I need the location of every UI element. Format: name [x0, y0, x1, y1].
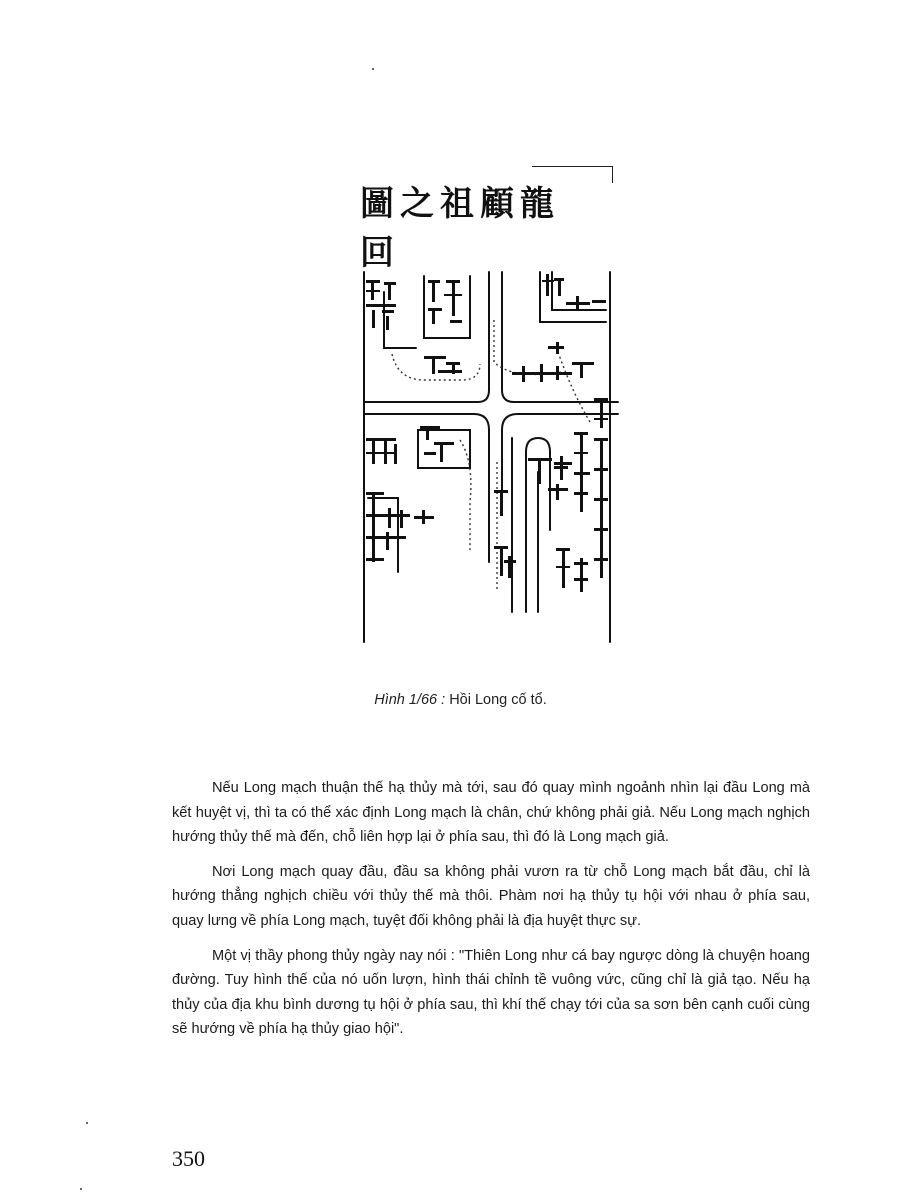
figure-title: 圖之祖顧龍回 [360, 184, 560, 273]
scan-speck [86, 1122, 88, 1124]
glyph-cluster [594, 398, 608, 578]
glyph-cluster [556, 548, 588, 592]
caption-text: Hồi Long cố tổ. [449, 692, 547, 708]
caption-label: Hình 1/66 : [374, 692, 446, 708]
box-line [418, 430, 470, 468]
scan-speck [80, 1188, 82, 1190]
glyph-cluster [512, 342, 594, 382]
figure-caption [0, 692, 921, 708]
glyph-cluster [420, 426, 454, 462]
glyph-cluster [554, 432, 590, 512]
paragraph: Một vị thầy phong thủy ngày nay nói : "Thiên Long như cá bay ngược dòng là chuyện hoang đường. Tuy hình thế của nó uốn lượn, hình thái chỉnh tề vuông vức, cũng chỉ là giả tạo. Nếu hạ thủy của địa khu bình dương tụ hội ở phía sau, thì khí thế chạy tới của sa sơn bên cạnh cuối cùng sẽ hướng về phía hạ thủy giao hội". [172, 947, 810, 1038]
box-line [540, 272, 606, 322]
glyph-cluster [528, 458, 568, 500]
paragraph: Nếu Long mạch thuận thế hạ thủy mà tới, sau đó quay mình ngoảnh nhìn lại đầu Long mà kết huyệt vị, thì ta có thể xác định Long mạch là chân, chứ không phải giả. Nếu Long mạch nghịch hướng thủy thế mà đến, chỗ liên hợp lại ở phía sau, thì đó là Long mạch giả. [172, 780, 810, 846]
figure-diagram [362, 262, 620, 654]
body-text [172, 776, 810, 1052]
box-line [424, 276, 470, 338]
glyph-cluster [366, 280, 396, 330]
page-number: 350 [172, 1146, 205, 1171]
glyph-cluster [366, 492, 434, 562]
scan-speck [372, 68, 374, 70]
glyph-cluster [428, 280, 462, 324]
glyph-cluster [424, 356, 462, 374]
paragraph: Nơi Long mạch quay đầu, đầu sa không phải vươn ra từ chỗ Long mạch bắt đầu, chỉ là hướng thẳng nghịch chiều với thủy thế mà thôi. Phàm nơi hạ thủy tụ hội với nhau ở phía sau, quay lưng về phía Long mạch, tuyệt đối không phải là địa huyệt thực sự. [172, 863, 810, 929]
glyph-cluster [366, 438, 397, 464]
